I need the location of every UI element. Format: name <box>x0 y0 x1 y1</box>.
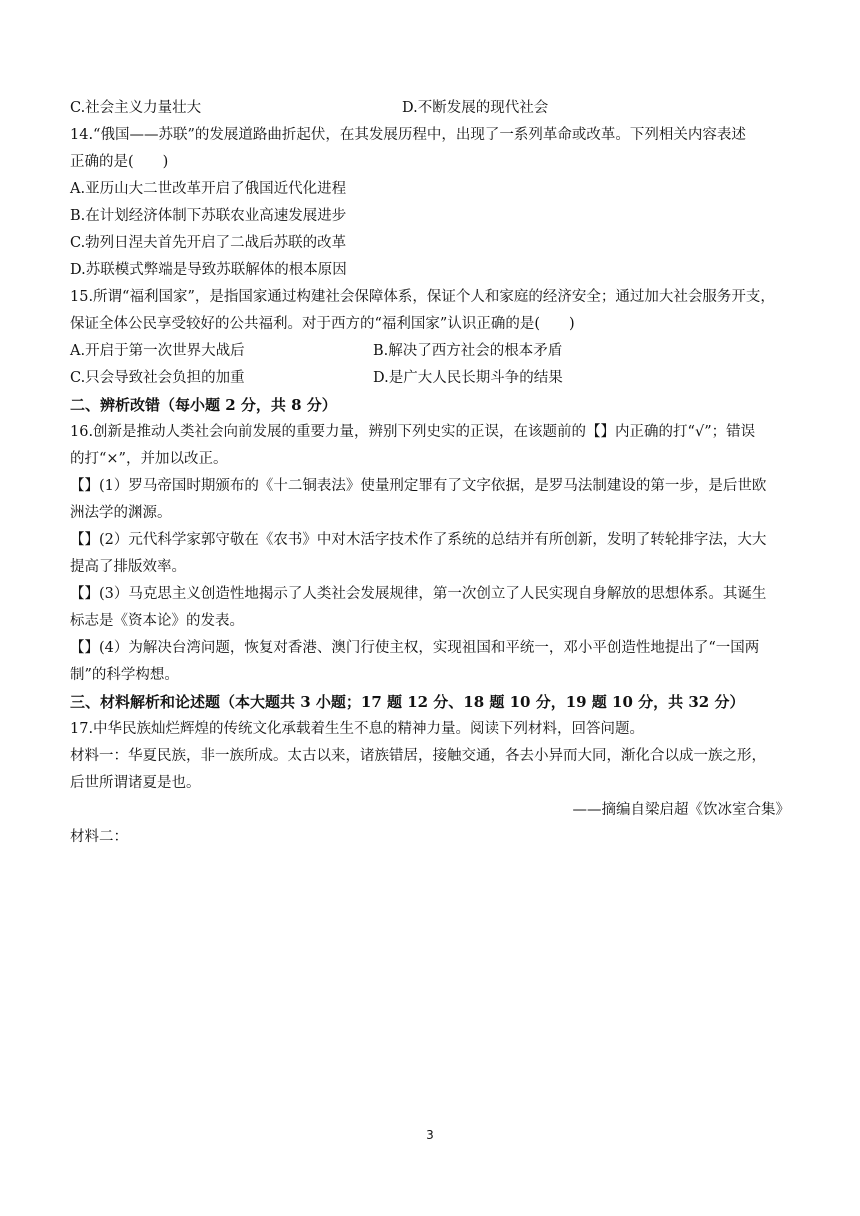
question-16-item-4: 【】(4）为解决台湾问题，恢复对香港、澳门行使主权，实现祖国和平统一，邓小平创造性地提出了“一国两 <box>70 640 760 656</box>
question-16-item-4-cont: 制”的科学构想。 <box>70 667 179 683</box>
material-2-label: 材料二： <box>70 829 128 845</box>
question-15-option-a: A.开启于第一次世界大战后 <box>70 343 245 359</box>
question-14-option-d: D.苏联模式弊端是导致苏联解体的根本原因 <box>70 262 347 278</box>
question-15-option-d: D.是广大人民长期斗争的结果 <box>373 370 563 386</box>
option-d: D.不断发展的现代社会 <box>402 100 549 116</box>
question-14-stem: 14.“俄国——苏联”的发展道路曲折起伏，在其发展历程中，出现了一系列革命或改革。下列相关内容表述 <box>70 127 746 143</box>
material-1-cont: 后世所谓诸夏是也。 <box>70 775 201 791</box>
question-14-stem-cont: 正确的是( ) <box>70 154 169 170</box>
question-16-item-2-cont: 提高了排版效率。 <box>70 559 186 575</box>
question-16-item-3-cont: 标志是《资本论》的发表。 <box>70 613 244 629</box>
question-17-stem: 17.中华民族灿烂辉煌的传统文化承载着生生不息的精神力量。阅读下列材料，回答问题。 <box>70 721 645 737</box>
section-3-heading: 三、材料解析和论述题（本大题共 3 小题；17 题 12 分、18 题 10 分，19 题 10 分，共 32 分） <box>70 693 745 711</box>
option-row <box>70 368 790 388</box>
question-16-stem-cont: 的打“×”，并加以改正。 <box>70 451 228 467</box>
section-2-heading: 二、辨析改错（每小题 2 分，共 8 分） <box>70 396 337 414</box>
question-15-option-b: B.解决了西方社会的根本矛盾 <box>373 343 563 359</box>
option-c: C.社会主义力量壮大 <box>70 100 202 116</box>
question-16-stem: 16.创新是推动人类社会向前发展的重要力量，辨别下列史实的正误，在该题前的【】内正确的打“√”；错误 <box>70 424 756 440</box>
question-16-item-3: 【】(3）马克思主义创造性地揭示了人类社会发展规律，第一次创立了人民实现自身解放的思想体系。其诞生 <box>70 586 767 602</box>
question-14-option-b: B.在计划经济体制下苏联农业高速发展进步 <box>70 208 347 224</box>
page-number: 3 <box>426 1128 434 1142</box>
material-1-source: ——摘编自梁启超《饮冰室合集》 <box>572 802 790 818</box>
question-16-item-1: 【】(1）罗马帝国时期颁布的《十二铜表法》使量刑定罪有了文字依据，是罗马法制建设的第一步，是后世欧 <box>70 478 767 494</box>
question-15-stem: 15.所谓“福利国家”，是指国家通过构建社会保障体系，保证个人和家庭的经济安全；通过加大社会服务开支， <box>70 289 775 305</box>
question-15-option-c: C.只会导致社会负担的加重 <box>70 370 245 386</box>
material-1: 材料一：华夏民族，非一族所成。太古以来，诸族错居，接触交通，各去小异而大同，渐化合以成一族之形， <box>70 748 766 764</box>
question-16-item-2: 【】(2）元代科学家郭守敬在《农书》中对木活字技术作了系统的总结并有所创新，发明了转轮排字法，大大 <box>70 532 767 548</box>
question-14-option-a: A.亚历山大二世改革开启了俄国近代化进程 <box>70 181 347 197</box>
question-16-item-1-cont: 洲法学的渊源。 <box>70 505 172 521</box>
question-14-option-c: C.勃列日涅夫首先开启了二战后苏联的改革 <box>70 235 347 251</box>
question-15-stem-cont: 保证全体公民享受较好的公共福利。对于西方的“福利国家”认识正确的是( ) <box>70 316 575 332</box>
option-row <box>70 341 790 361</box>
option-row <box>70 98 790 118</box>
